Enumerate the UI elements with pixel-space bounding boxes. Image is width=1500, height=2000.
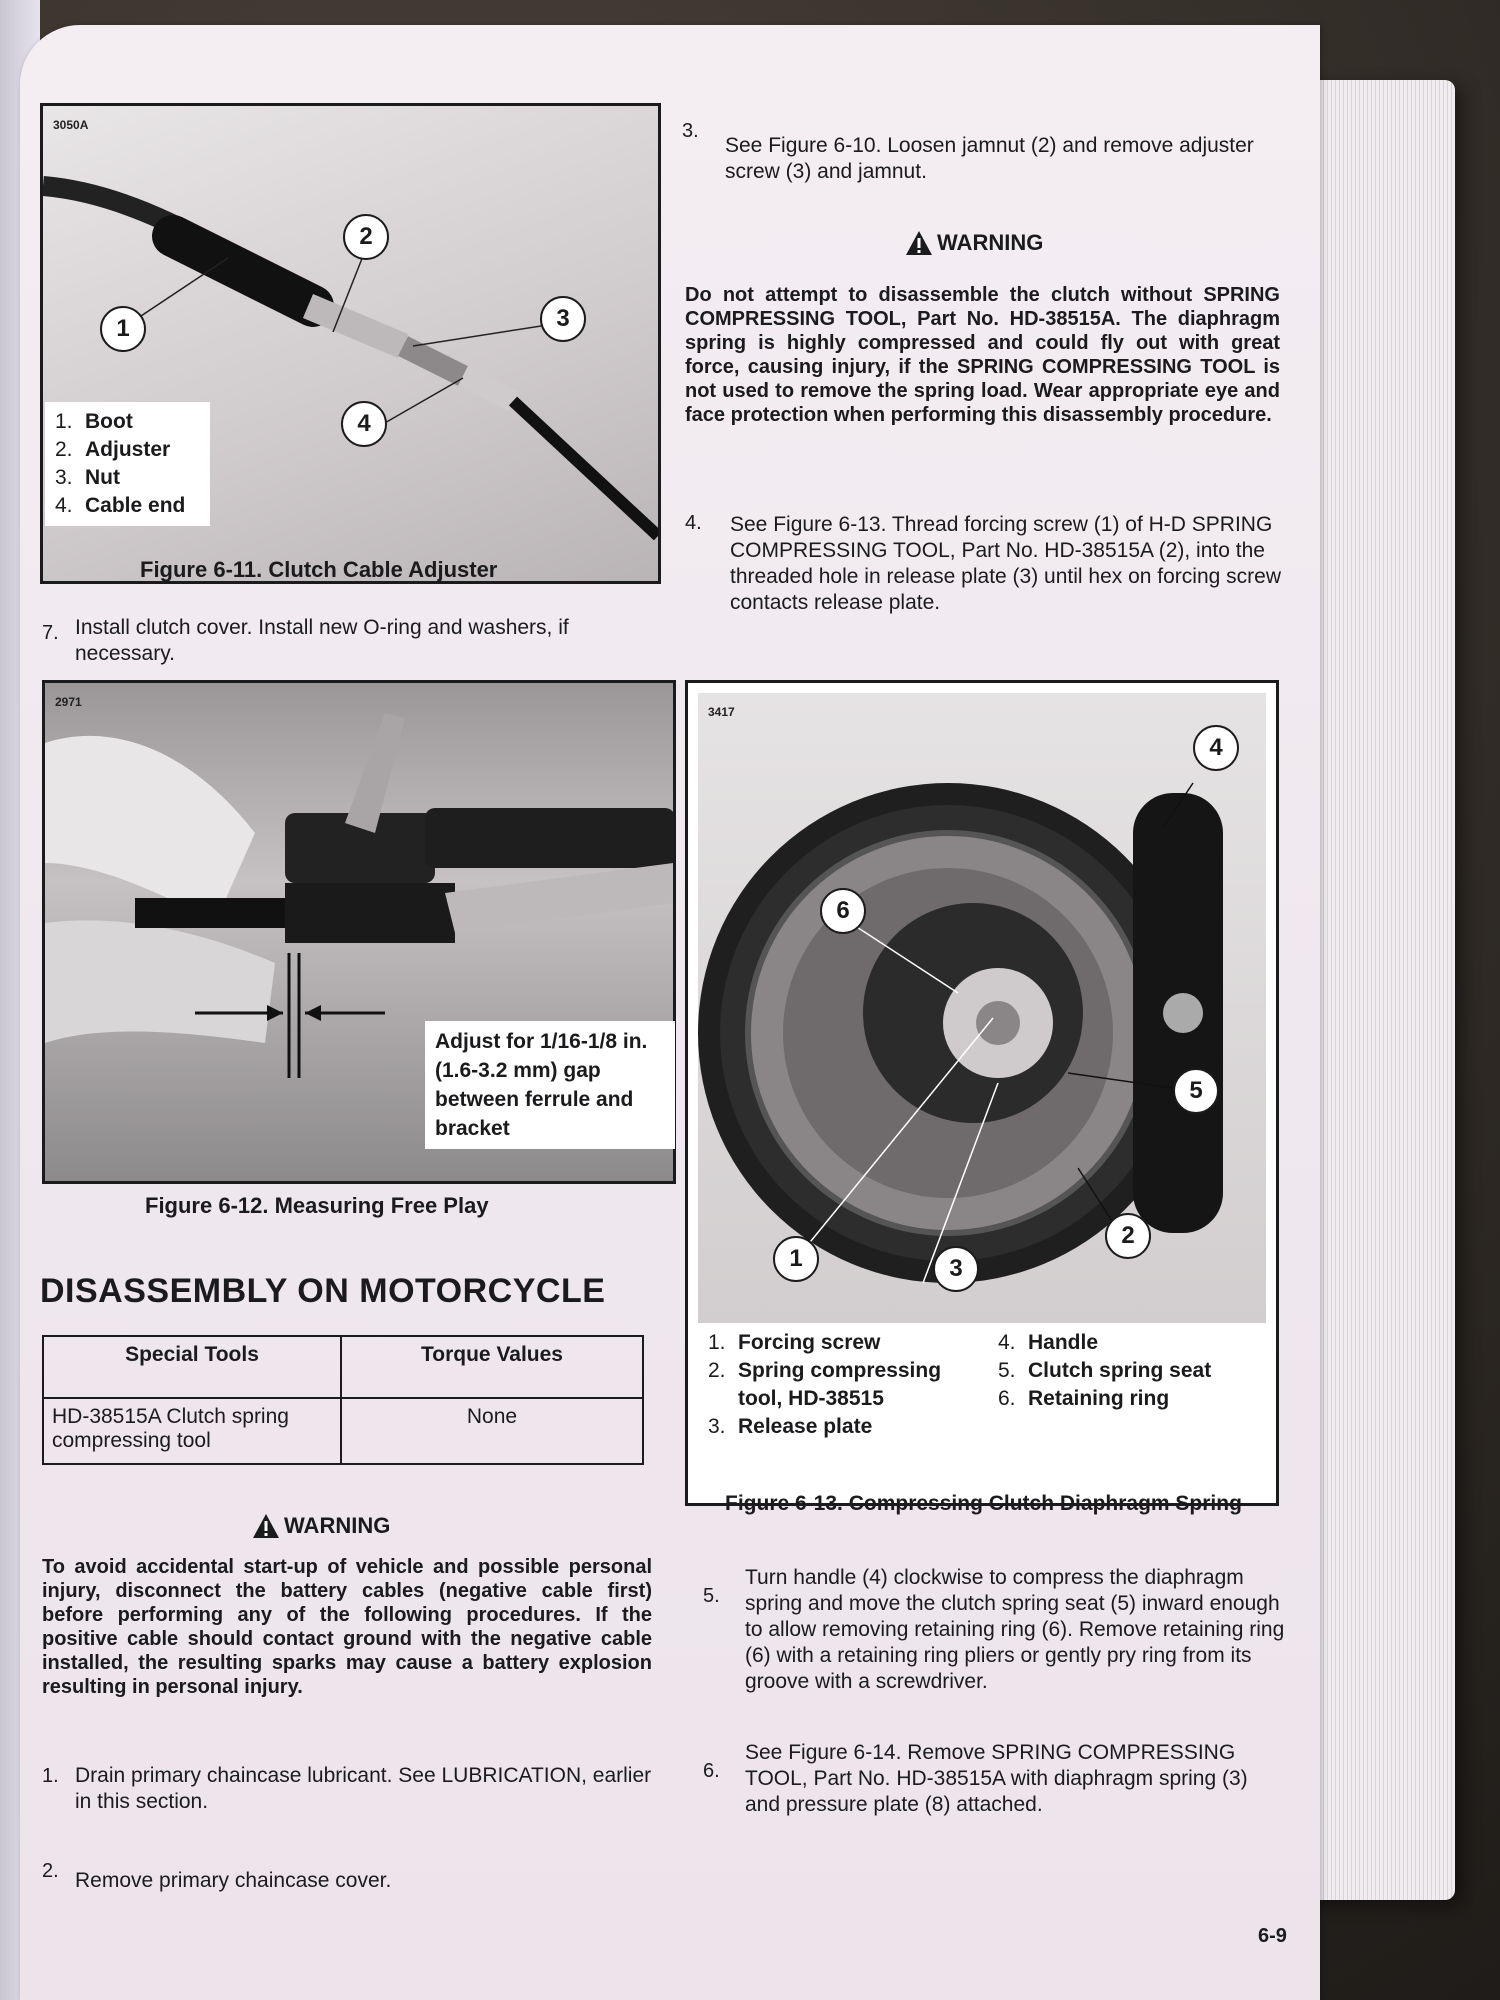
legend-item: 2. Spring compressing tool, HD-38515 (708, 1359, 942, 1410)
step-text: Turn handle (4) clockwise to compress the diaphragm spring and move the clutch spring seat (5) inward enough to allow removing retaining ring (6). Remove retaining ring (6) with a retaining ring pliers or gently pry ring from its groove with a screwdriver. (745, 1566, 1285, 1693)
manual-page (20, 25, 1320, 2000)
table-cell: HD-38515A Clutch spring compressing tool (43, 1398, 341, 1464)
legend-item: 3. Release plate (708, 1415, 873, 1438)
table-header-row (43, 1336, 643, 1398)
callout-6: 6 (820, 888, 866, 934)
callout-5: 5 (1173, 1068, 1219, 1114)
adjustment-note: Adjust for 1/16-1/8 in. (1.6-3.2 mm) gap between ferrule and bracket (425, 1021, 675, 1149)
table-header: Special Tools (43, 1336, 341, 1398)
step-number: 4. (685, 512, 702, 534)
step-number: 6. (703, 1760, 720, 1782)
callout-1: 1 (100, 306, 146, 352)
step-number: 1. (42, 1765, 59, 1787)
callout-4: 4 (341, 401, 387, 447)
figure-6-11 (40, 103, 661, 584)
legend-item: 6. Retaining ring (998, 1387, 1170, 1410)
figure-legend (45, 402, 210, 526)
table-cell: None (341, 1398, 643, 1464)
figure-id: 3417 (708, 705, 735, 719)
warning-label: WARNING (937, 230, 1044, 255)
warning-triangle-icon (905, 230, 933, 256)
legend-item: 2. Adjuster (55, 438, 171, 461)
callout-1: 1 (773, 1236, 819, 1282)
clutch-assembly-drawing (698, 693, 1266, 1323)
figure-legend-left (698, 1323, 988, 1447)
step-text: See Figure 6-13. Thread forcing screw (1) of H-D SPRING COMPRESSING TOOL, Part No. HD-38515A (2), into the threaded hole in release plate (3) until hex on forcing screw contacts release plate. (730, 513, 1281, 614)
legend-item: 3. Nut (55, 466, 120, 489)
warning-label: WARNING (284, 1513, 391, 1538)
legend-item: 5. Clutch spring seat (998, 1359, 1212, 1382)
table-row (43, 1398, 643, 1464)
warning-text: To avoid accidental start-up of vehicle and possible personal injury, disconnect the battery cables (negative cable first) before performing any of the following procedures. If the positive cable should contact ground with the negative cable installed, the resulting sparks may cause a battery explosion resulting in personal injury. (42, 1556, 652, 1698)
step-text: Drain primary chaincase lubricant. See LUBRICATION, earlier in this section. (75, 1764, 652, 1813)
step-number: 2. (42, 1860, 59, 1882)
callout-2: 2 (343, 214, 389, 260)
special-tools-table (42, 1335, 644, 1465)
legend-item: 4. Cable end (55, 494, 186, 517)
step-number: 5. (703, 1585, 720, 1607)
figure-6-12 (42, 680, 676, 1184)
step-text: Install clutch cover. Install new O-ring and washers, if necessary. (75, 616, 569, 665)
table-header: Torque Values (341, 1336, 643, 1398)
step-text: See Figure 6-14. Remove SPRING COMPRESSING TOOL, Part No. HD-38515A with diaphragm spring (3) and pressure plate (8) attached. (745, 1741, 1248, 1816)
callout-3: 3 (540, 296, 586, 342)
callout-2: 2 (1105, 1213, 1151, 1259)
figure-caption: Figure 6-12. Measuring Free Play (145, 1193, 489, 1218)
figure-caption: Figure 6-11. Clutch Cable Adjuster (140, 557, 498, 582)
legend-item: 4. Handle (998, 1331, 1099, 1354)
legend-item: 1. Forcing screw (708, 1331, 881, 1354)
warning-text: Do not attempt to disassemble the clutch without SPRING COMPRESSING TOOL, Part No. HD-38515A. The diaphragm spring is highly compressed and could fly out with great force, causing injury, if the SPRING COMPRESSING TOOL is not used to remove the spring load. Wear appropriate eye and face protection when performing this disassembly procedure. (685, 284, 1280, 426)
warning-header (905, 230, 1043, 256)
callout-4: 4 (1193, 725, 1239, 771)
step-number: 3. (682, 120, 699, 142)
page-number: 6-9 (1258, 1925, 1287, 1947)
figure-6-13 (685, 680, 1279, 1506)
callout-3: 3 (933, 1246, 979, 1292)
figure-id: 3050A (53, 118, 89, 132)
figure-legend-right (988, 1323, 1268, 1419)
clutch-tool-photo (698, 693, 1266, 1323)
warning-triangle-icon (252, 1513, 280, 1539)
figure-id: 2971 (55, 695, 82, 709)
legend-item: 1. Boot (55, 410, 133, 433)
figure-caption: Figure 6-13. Compressing Clutch Diaphragm Spring (725, 1492, 1242, 1515)
step-text: See Figure 6-10. Loosen jamnut (2) and remove adjuster screw (3) and jamnut. (725, 134, 1254, 183)
step-text: Remove primary chaincase cover. (75, 1869, 392, 1892)
warning-header (252, 1513, 390, 1539)
step-number: 7. (42, 622, 59, 644)
section-title: DISASSEMBLY ON MOTORCYCLE (40, 1272, 606, 1310)
